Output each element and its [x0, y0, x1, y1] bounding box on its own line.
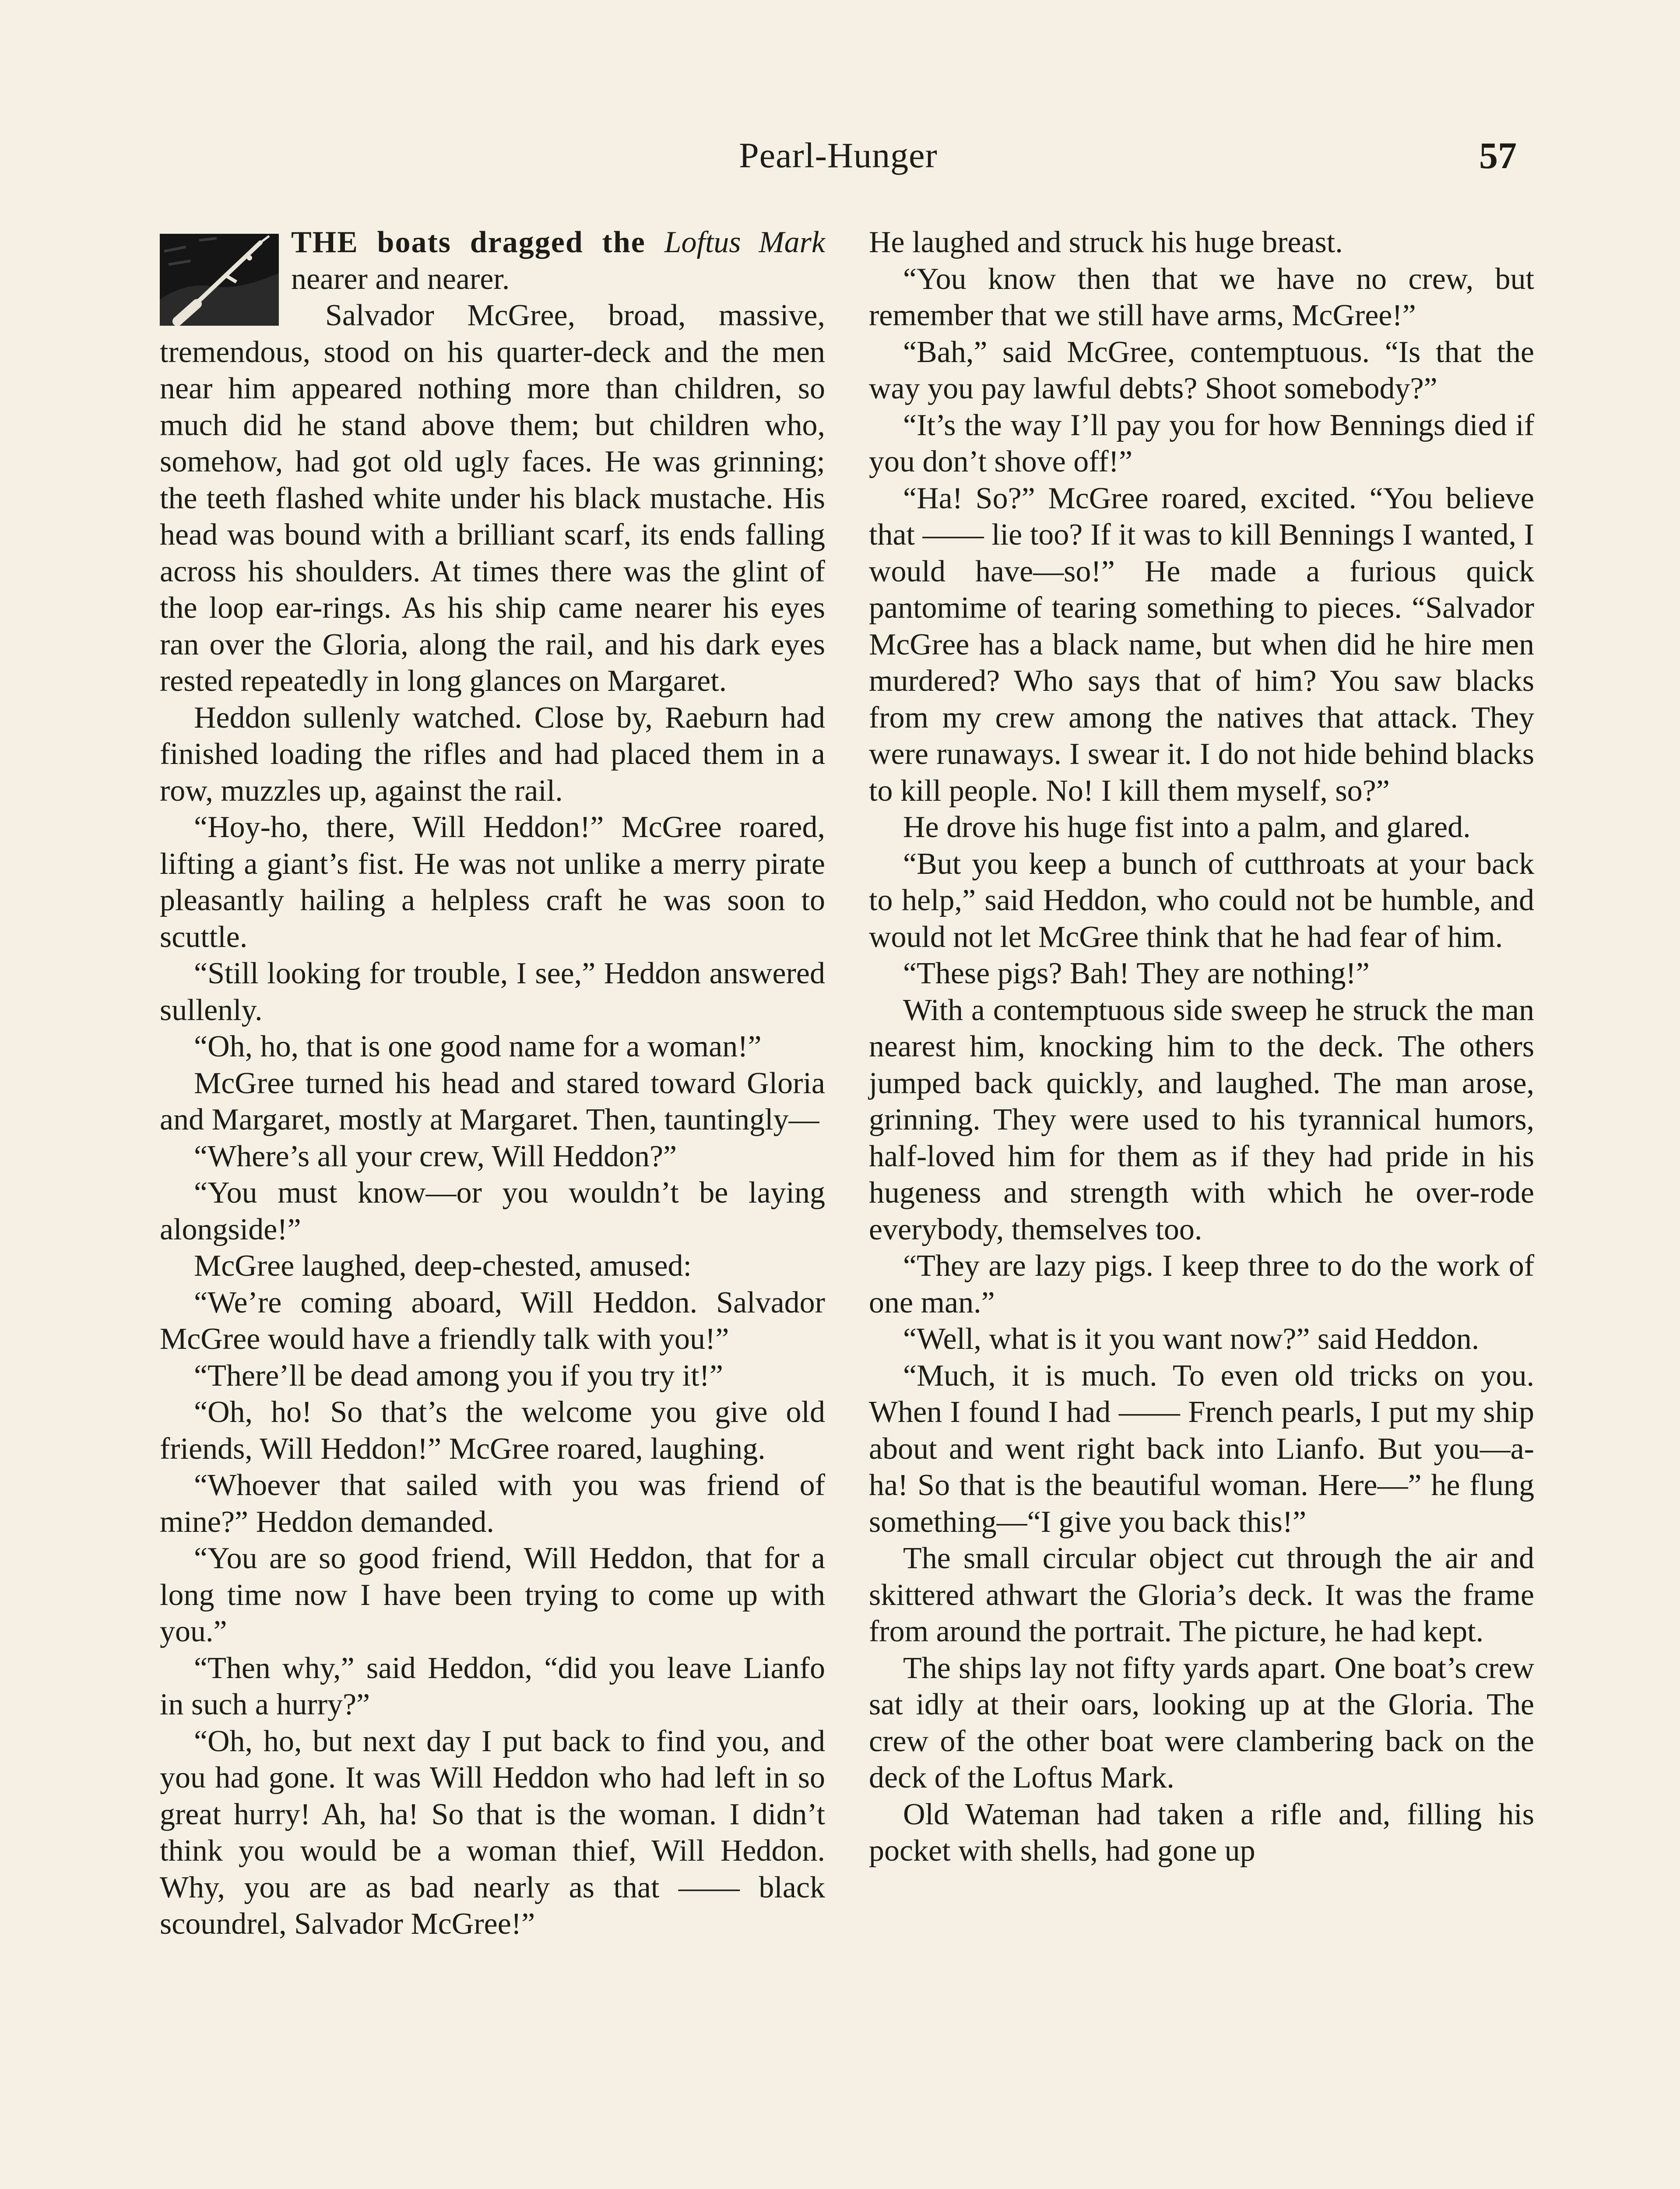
paragraph: McGree turned his head and stared toward Gloria and Margaret, mostly at Margaret. Then, tauntingly— [160, 1066, 825, 1137]
ship-name: Loftus Mark [664, 225, 825, 259]
left-column [160, 224, 825, 1943]
paragraph: “We’re coming aboard, Will Heddon. Salvador McGree would have a friendly talk with you!” [160, 1285, 825, 1356]
opening-paragraph [160, 224, 825, 297]
paragraph: “It’s the way I’ll pay you for how Bennings died if you don’t shove off!” [869, 408, 1534, 479]
paragraph: The ships lay not fifty yards apart. One boat’s crew sat idly at their oars, looking up at the Gloria. The crew of the other boat were clambering back on the deck of the Loftus Mark. [869, 1651, 1534, 1795]
paragraph: He laughed and struck his huge breast. [869, 225, 1343, 259]
paragraph: “But you keep a bunch of cutthroats at your back to help,” said Heddon, who could not be humble, and would not let McGree think that he had fear of him. [869, 847, 1534, 954]
paragraph: “Still looking for trouble, I see,” Heddon answered sullenly. [160, 957, 825, 1027]
opening-rest: nearer and nearer. [291, 262, 510, 296]
running-title: Pearl-Hunger [739, 135, 938, 175]
right-column [869, 224, 1534, 1869]
paragraph: With a contemptuous side sweep he struck the man nearest him, knocking him to the deck. The others jumped back quickly, and laughed. The man arose, grinning. They were used to his tyrannical humors, half-loved him for them as if they had pride in his hugeness and strength with which he over-rode everybody, themselves too. [869, 993, 1534, 1246]
paragraph: “Whoever that sailed with you was friend of mine?” Heddon demanded. [160, 1468, 825, 1539]
paragraph: “There’ll be dead among you if you try it!” [194, 1358, 724, 1393]
paragraph: Salvador McGree, broad, massive, tremendous, stood on his quarter-deck and the men near him appeared nothing more than children, so much did he stand above them; but children who, somehow, had got old ugly faces. He was grinning; the teeth flashed white under his black mustache. His head was bound with a brilliant scarf, its ends falling across his shoulders. At times there was the glint of the loop ear-rings. As his ship came nearer his eyes ran over the Gloria, along the rail, and his dark eyes rested repeatedly in long glances on Margaret. [160, 299, 825, 698]
paragraph: “Well, what is it you want now?” said Heddon. [903, 1322, 1480, 1356]
paragraph: Heddon sullenly watched. Close by, Raeburn had finished loading the rifles and had placed them in a row, muzzles up, against the rail. [160, 700, 825, 808]
paragraph: He drove his huge fist into a palm, and glared. [903, 810, 1471, 844]
paragraph: “Then why,” said Heddon, “did you leave Lianfo in such a hurry?” [160, 1651, 825, 1721]
opening-words: THE boats dragged the [291, 225, 664, 259]
paragraph: McGree laughed, deep-chested, amused: [194, 1249, 692, 1283]
page-header [160, 131, 1517, 188]
paragraph: “Hoy-ho, there, Will Heddon!” McGree roared, lifting a giant’s fist. He was not unlike a merry pirate pleasantly hailing a helpless craft he was soon to scuttle. [160, 810, 825, 954]
paragraph: “Much, it is much. To even old tricks on you. When I found I had —— French pearls, I put my ship about and went right back into Lianfo. But you—a-ha! So that is the beautiful woman. Here—” he flung something—“I give you back this!” [869, 1358, 1534, 1539]
paragraph: “Where’s all your crew, Will Heddon?” [194, 1139, 677, 1173]
paragraph: “Oh, ho! So that’s the welcome you give old friends, Will Heddon!” McGree roared, laughing. [160, 1395, 825, 1466]
paragraph: “Oh, ho, that is one good name for a woman!” [194, 1030, 762, 1063]
paragraph: “They are lazy pigs. I keep three to do the work of one man.” [869, 1249, 1534, 1320]
paragraph: “You know then that we have no crew, but remember that we still have arms, McGree!” [869, 262, 1534, 332]
paragraph: The small circular object cut through the air and skittered athwart the Gloria’s deck. It was the frame from around the portrait. The picture, he had kept. [869, 1541, 1534, 1648]
paragraph: Old Wateman had taken a rifle and, filling his pocket with shells, had gone up [869, 1797, 1534, 1868]
paragraph: “You must know—or you wouldn’t be laying alongside!” [160, 1176, 825, 1246]
rifle-illustration-icon [160, 234, 279, 326]
paragraph: “Ha! So?” McGree roared, excited. “You believe that —— lie too? If it was to kill Bennings I wanted, I would have—so!” He made a furious quick pantomime of tearing something to pieces. “Salvador McGree has a black name, but when did he hire men murdered? Who says that of him? You saw blacks from my crew among the natives that attack. They were runaways. I swear it. I do not hide behind blacks to kill people. No! I kill them myself, so?” [869, 481, 1534, 808]
page-number: 57 [1479, 134, 1517, 176]
paragraph: “You are so good friend, Will Heddon, that for a long time now I have been trying to come up with you.” [160, 1541, 825, 1648]
paragraph: “Bah,” said McGree, contemptuous. “Is that the way you pay lawful debts? Shoot somebody?” [869, 335, 1534, 405]
paragraph: “Oh, ho, but next day I put back to find you, and you had gone. It was Will Heddon who had left in so great hurry! Ah, ha! So that is the woman. I didn’t think you would be a woman thief, Will Heddon. Why, you are as bad nearly as that —— black scoundrel, Salvador McGree!” [160, 1724, 825, 1941]
paragraph: “These pigs? Bah! They are nothing!” [903, 957, 1370, 990]
